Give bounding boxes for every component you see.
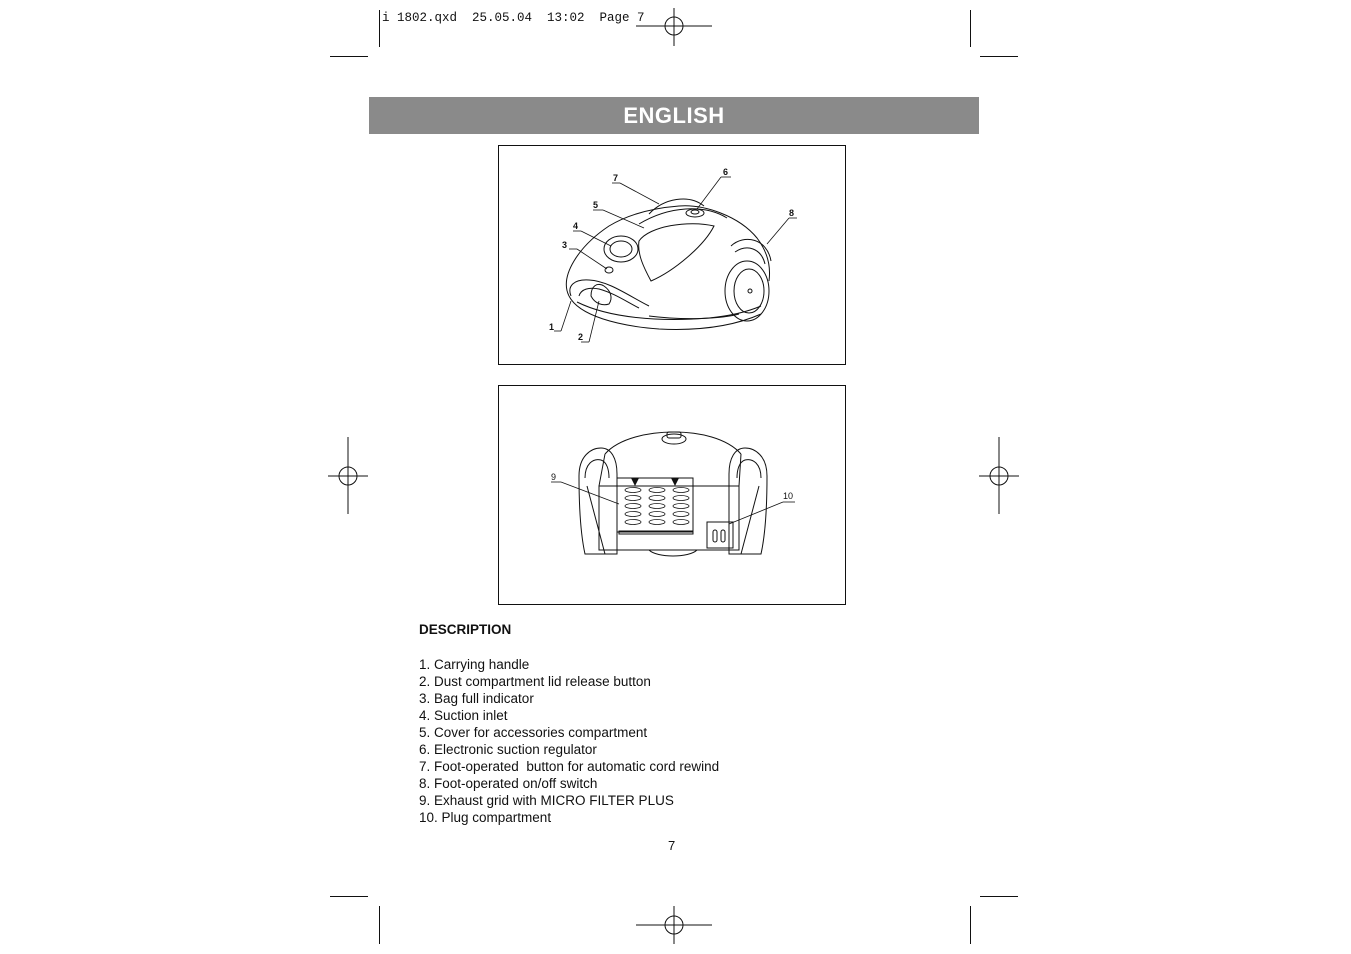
callout-3: 3 xyxy=(562,240,568,250)
list-item: 6. Electronic suction regulator xyxy=(419,742,597,757)
callout-6: 6 xyxy=(723,167,729,177)
list-item: 5. Cover for accessories compartment xyxy=(419,725,648,740)
vacuum-rear-drawing xyxy=(499,386,847,606)
list-item: 10. Plug compartment xyxy=(419,810,552,825)
list-item: 7. Foot-operated button for automatic cord rewind xyxy=(419,759,720,774)
callout-7: 7 xyxy=(613,173,619,183)
list-item: 3. Bag full indicator xyxy=(419,691,534,706)
list-item: 9. Exhaust grid with MICRO FILTER PLUS xyxy=(419,793,674,808)
description-list xyxy=(419,656,719,826)
vacuum-rear-illustration xyxy=(498,385,846,605)
callout-1: 1 xyxy=(549,322,555,332)
language-header xyxy=(369,97,979,134)
description-heading: DESCRIPTION xyxy=(419,622,512,637)
list-item: 8. Foot-operated on/off switch xyxy=(419,776,598,791)
callout-5: 5 xyxy=(593,200,599,210)
language-title: ENGLISH xyxy=(623,102,725,128)
list-item: 4. Suction inlet xyxy=(419,708,508,723)
callout-10: 10 xyxy=(783,491,794,501)
vacuum-side-drawing xyxy=(499,146,847,366)
callout-9: 9 xyxy=(551,472,557,482)
list-item: 2. Dust compartment lid release button xyxy=(419,674,651,689)
callout-4: 4 xyxy=(573,221,579,231)
print-slug: i 1802.qxd 25.05.04 13:02 Page 7 xyxy=(382,11,645,25)
callout-2: 2 xyxy=(578,332,584,342)
list-item: 1. Carrying handle xyxy=(419,657,530,672)
callout-8: 8 xyxy=(789,208,795,218)
vacuum-side-illustration xyxy=(498,145,846,365)
page-number: 7 xyxy=(668,838,676,853)
